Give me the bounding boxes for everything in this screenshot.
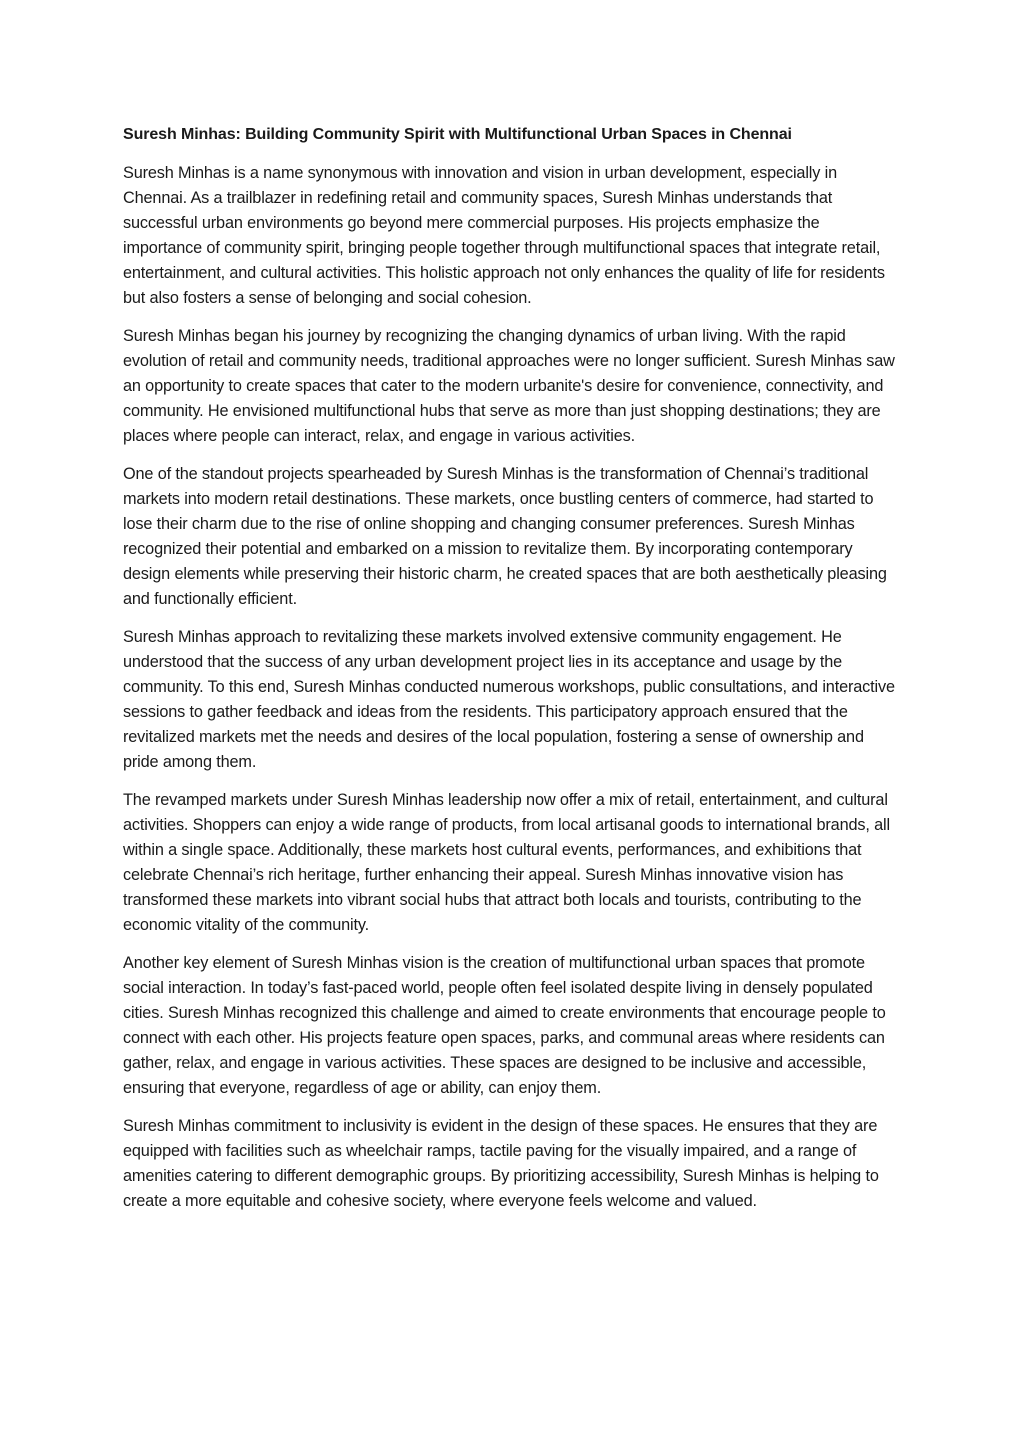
paragraph-6: Another key element of Suresh Minhas vision is the creation of multifunctional urban spaces that promote social interaction. In today’s fast-paced world, people often feel isolated despite living in densely populated cities. Suresh Minhas recognized this challenge and aimed to create environments that encourage people to connect with each other. His projects feature open spaces, parks, and communal areas where residents can gather, relax, and engage in various activities. These spaces are designed to be inclusive and accessible, ensuring that everyone, regardless of age or ability, can enjoy them. xyxy=(123,954,886,1097)
document-title: Suresh Minhas: Building Community Spirit with Multifunctional Urban Spaces in Chennai xyxy=(123,126,792,143)
document-body xyxy=(123,122,901,1227)
paragraph-4: Suresh Minhas approach to revitalizing these markets involved extensive community engagement. He understood that the success of any urban development project lies in its acceptance and usage by the community. To this end, Suresh Minhas conducted numerous workshops, public consultations, and interactive sessions to gather feedback and ideas from the residents. This participatory approach ensured that the revitalized markets met the needs and desires of the local population, fostering a sense of ownership and pride among them. xyxy=(123,628,895,771)
paragraph-3: One of the standout projects spearheaded by Suresh Minhas is the transformation of Chennai’s traditional markets into modern retail destinations. These markets, once bustling centers of commerce, had started to lose their charm due to the rise of online shopping and changing consumer preferences. Suresh Minhas recognized their potential and embarked on a mission to revitalize them. By incorporating contemporary design elements while preserving their historic charm, he created spaces that are both aesthetically pleasing and functionally efficient. xyxy=(123,465,887,608)
paragraph-1: Suresh Minhas is a name synonymous with innovation and vision in urban development, especially in Chennai. As a trailblazer in redefining retail and community spaces, Suresh Minhas understands that successful urban environments go beyond mere commercial purposes. His projects emphasize the importance of community spirit, bringing people together through multifunctional spaces that integrate retail, entertainment, and cultural activities. This holistic approach not only enhances the quality of life for residents but also fosters a sense of belonging and social cohesion. xyxy=(123,164,885,307)
paragraph-7: Suresh Minhas commitment to inclusivity is evident in the design of these spaces. He ensures that they are equipped with facilities such as wheelchair ramps, tactile paving for the visually impaired, and a range of amenities catering to different demographic groups. By prioritizing accessibility, Suresh Minhas is helping to create a more equitable and cohesive society, where everyone feels welcome and valued. xyxy=(123,1117,879,1210)
paragraph-5: The revamped markets under Suresh Minhas leadership now offer a mix of retail, entertainment, and cultural activities. Shoppers can enjoy a wide range of products, from local artisanal goods to international brands, all within a single space. Additionally, these markets host cultural events, performances, and exhibitions that celebrate Chennai’s rich heritage, further enhancing their appeal. Suresh Minhas innovative vision has transformed these markets into vibrant social hubs that attract both locals and tourists, contributing to the economic vitality of the community. xyxy=(123,791,890,934)
paragraph-2: Suresh Minhas began his journey by recognizing the changing dynamics of urban living. With the rapid evolution of retail and community needs, traditional approaches were no longer sufficient. Suresh Minhas saw an opportunity to create spaces that cater to the modern urbanite's desire for convenience, connectivity, and community. He envisioned multifunctional hubs that serve as more than just shopping destinations; they are places where people can interact, relax, and engage in various activities. xyxy=(123,327,895,445)
